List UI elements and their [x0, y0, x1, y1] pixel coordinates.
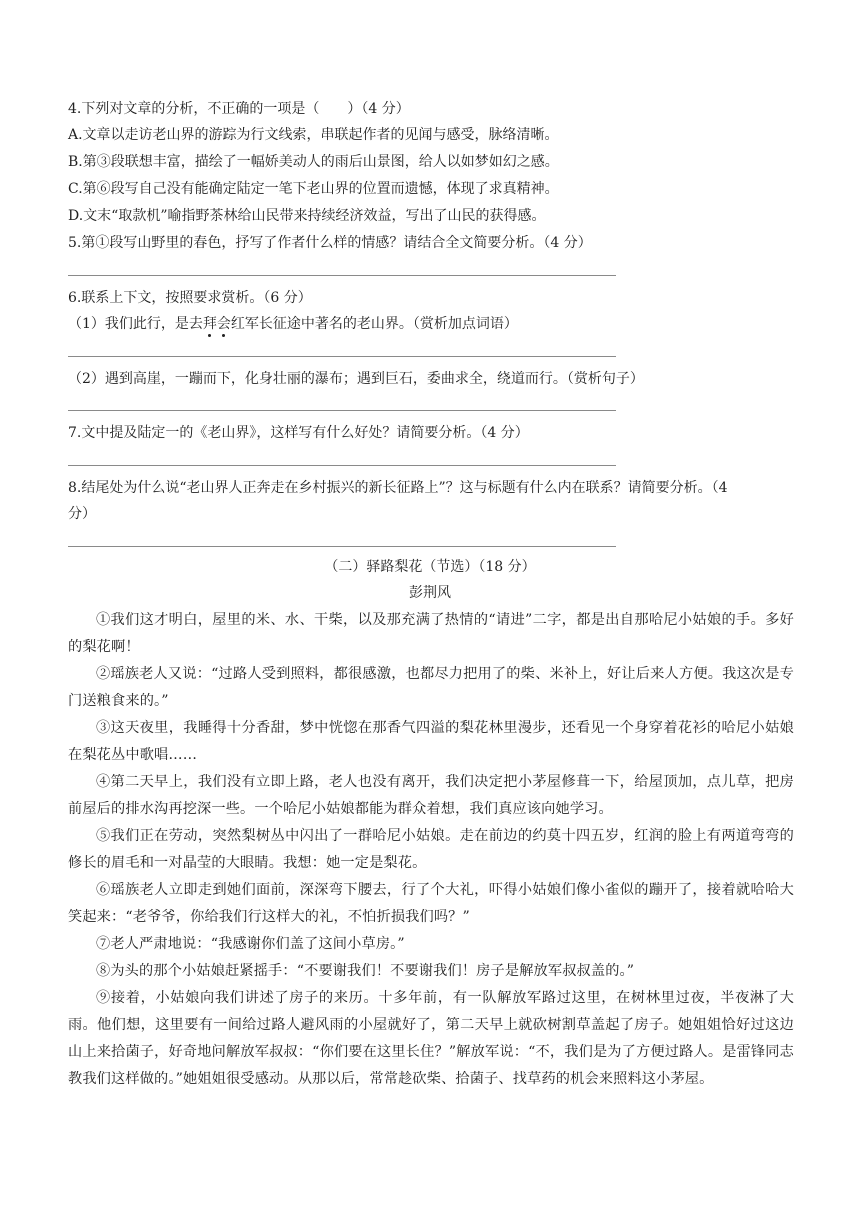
question-4-option-a: A.文章以走访老山界的游踪为行文线索，串联起作者的见闻与感受，脉络清晰。: [68, 127, 559, 143]
article-author: 彭荆风: [409, 585, 451, 601]
answer-line-q6-1: [68, 356, 616, 357]
question-6-sub-1-prefix: （1）我们此行，是去: [68, 316, 203, 332]
article-paragraph-5: ⑤我们正在劳动，突然梨树丛中闪出了一群哈尼小姑娘。走在前边的约莫十四五岁，红润的脸上有两道弯弯的修长的眉毛和一对晶莹的大眼睛。我想：她一定是梨花。: [68, 828, 794, 871]
question-8-line-1: 8.结尾处为什么说“老山界人正奔走在乡村振兴的新长征路上”？这与标题有什么内在联系？请简要分析。（4: [68, 480, 728, 496]
answer-line-q5: [68, 275, 616, 276]
question-5: 5.第①段写山野里的春色，抒写了作者什么样的情感？请结合全文简要分析。（4 分）: [68, 235, 592, 251]
article-paragraph-9: ⑨接着，小姑娘向我们讲述了房子的来历。十多年前，有一队解放军路过这里，在树林里过夜，半夜淋了大雨。他们想，这里要有一间给过路人避风雨的小屋就好了，第二天早上就砍树割草盖起了房子。她姐姐恰好过这边山上来拾菌子，好奇地问解放军叔叔：“你们要在这里长住？”解放军说：“不，我们是为了方便过路人。是雷锋同志教我们这样做的。”她姐姐很受感动。从那以后，常常趁砍柴、拾菌子、找草药的机会来照料这小茅屋。: [68, 990, 794, 1087]
article-title: （二）驿路梨花（节选）（18 分）: [324, 559, 536, 575]
answer-line-q8: [68, 546, 616, 547]
answer-line-q6-2: [68, 410, 616, 411]
question-4-option-b: B.第③段联想丰富，描绘了一幅娇美动人的雨后山景图，给人以如梦如幻之感。: [68, 154, 559, 170]
article-paragraph-3: ③这天夜里，我睡得十分香甜，梦中恍惚在那香气四溢的梨花林里漫步，还看见一个身穿着花衫的哈尼小姑娘在梨花丛中歌唱……: [68, 720, 794, 763]
article-paragraph-2: ②瑶族老人又说：“过路人受到照料，都很感激，也都尽力把用了的柴、米补上，好让后来人方便。我这次是专门送粮食来的。”: [68, 666, 794, 709]
question-7: 7.文中提及陆定一的《老山界》，这样写有什么好处？请简要分析。（4 分）: [68, 425, 529, 441]
question-6-stem: 6.联系上下文，按照要求赏析。（6 分）: [68, 290, 312, 306]
question-4-option-c: C.第⑥段写自己没有能确定陆定一笔下老山界的位置而遗憾，体现了求真精神。: [68, 181, 559, 197]
answer-line-q7: [68, 465, 616, 466]
question-6-sub-1: [68, 315, 518, 333]
emphasis-char-bai: 拜: [202, 316, 217, 332]
question-6-sub-2: （2）遇到高崖，一蹦而下，化身壮丽的瀑布；遇到巨石，委曲求全，绕道而行。（赏析句子）: [68, 371, 644, 387]
article-paragraph-6: ⑥瑶族老人立即走到她们面前，深深弯下腰去，行了个大礼，吓得小姑娘们像小雀似的蹦开了，接着就哈哈大笑起来：“老爷爷，你给我们行这样大的礼，不怕折损我们吗？”: [68, 882, 794, 925]
question-6-sub-1-suffix: 红军长征途中著名的老山界。（赏析加点词语）: [230, 316, 518, 332]
question-8-line-2: 分）: [68, 506, 96, 522]
article-paragraph-8: ⑧为头的那个小姑娘赶紧摇手：“不要谢我们！不要谢我们！房子是解放军叔叔盖的。”: [96, 963, 635, 979]
question-4-stem: 4.下列对文章的分析，不正确的一项是（ ）（4 分）: [68, 101, 410, 117]
article-paragraph-1: ①我们这才明白，屋里的米、水、干柴，以及那充满了热情的“请进”二字，都是出自那哈尼小姑娘的手。多好的梨花啊！: [68, 612, 794, 655]
article-paragraph-7: ⑦老人严肃地说：“我感谢你们盖了这间小草房。”: [96, 936, 405, 952]
question-4-option-d: D.文末“取款机”喻指野茶林给山民带来持续经济效益，写出了山民的获得感。: [68, 208, 546, 224]
emphasis-char-hui: 会: [216, 316, 231, 332]
article-paragraph-4: ④第二天早上，我们没有立即上路，老人也没有离开，我们决定把小茅屋修葺一下，给屋顶加，点儿草，把房前屋后的排水沟再挖深一些。一个哈尼小姑娘都能为群众着想，我们真应该向她学习。: [68, 774, 794, 817]
